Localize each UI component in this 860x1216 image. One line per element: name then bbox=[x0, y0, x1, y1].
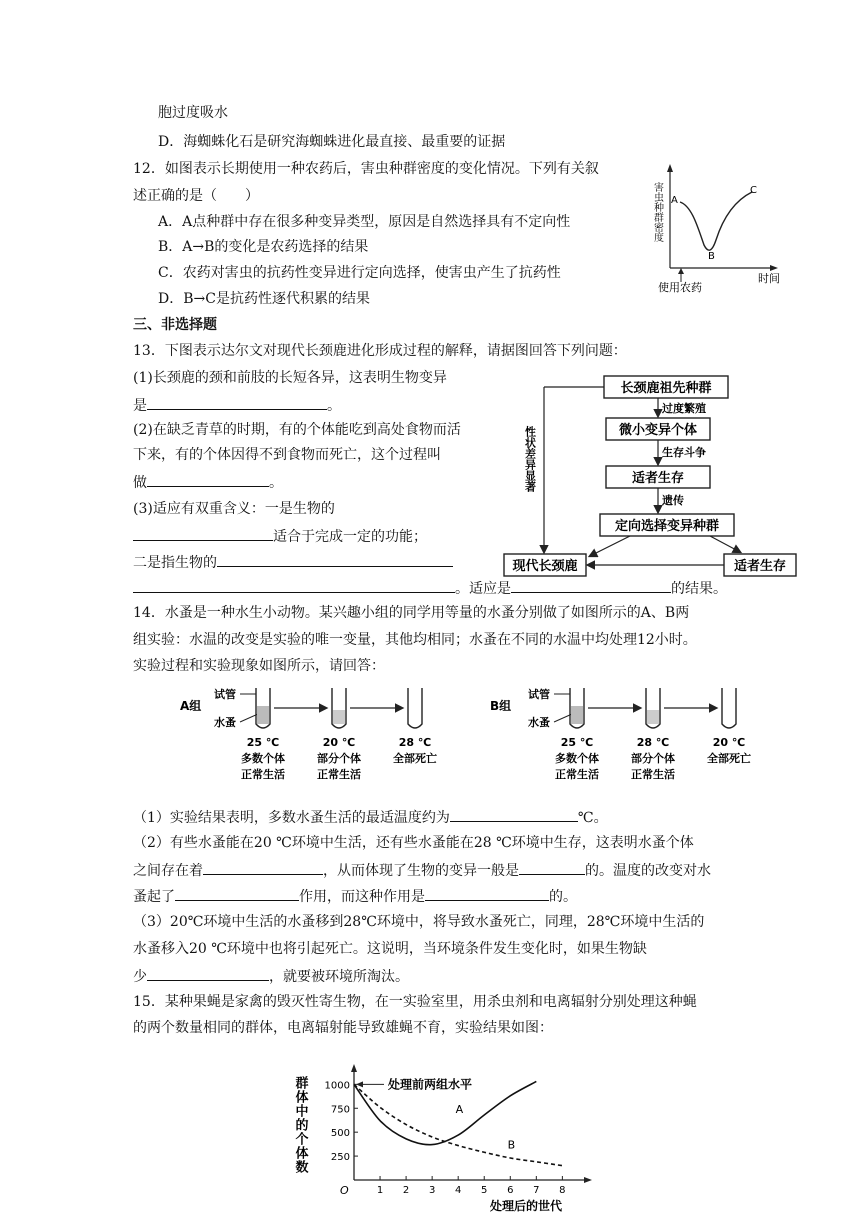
q13-2-line3: 做 。 bbox=[133, 472, 283, 492]
q12-stem-1: 12．如图表示长期使用一种农药后，害虫种群密度的变化情况。下列有关叙 bbox=[133, 161, 599, 177]
fig12-arrow-label: 使用农药 bbox=[658, 281, 702, 294]
label-heredity: 遗传 bbox=[662, 494, 684, 507]
a-step1-temp: 25 ℃ bbox=[246, 736, 280, 749]
q15-stem-1: 15．某种果蝇是家禽的毁灭性寄生物，在一实验室里，用杀虫剂和电离辐射分别处理这种蝇 bbox=[133, 994, 697, 1010]
q14-stem-2: 组实验：水温的改变是实验的唯一变量，其他均相同；水蚤在不同的水温中均处理12小时。 bbox=[133, 632, 697, 648]
x-axis-arrow bbox=[584, 1177, 592, 1183]
y-tick-label: 250 bbox=[330, 1152, 350, 1164]
b-step2-line1: 部分个体 bbox=[631, 752, 675, 765]
fig12-point-c: C bbox=[750, 185, 757, 196]
a-step2-line1: 部分个体 bbox=[317, 752, 361, 765]
b-step1-line2: 正常生活 bbox=[555, 768, 599, 781]
box-modern-giraffe: 现代长颈鹿 bbox=[512, 559, 578, 574]
q13-3-line3: 二是指生物的 bbox=[133, 552, 453, 572]
y-tick-label: 750 bbox=[330, 1104, 350, 1116]
y-tick-label: 1000 bbox=[324, 1080, 350, 1092]
x-tick-label: 7 bbox=[533, 1185, 540, 1196]
fly-population-chart bbox=[290, 1062, 600, 1212]
b-step1-temp: 25 ℃ bbox=[560, 736, 594, 749]
box-selected-population: 定向选择变异种群 bbox=[614, 519, 720, 534]
q14-2-line3: 蚤起了 作用，而这种作用是 的。 bbox=[133, 886, 577, 906]
x-tick-label: 3 bbox=[428, 1185, 436, 1196]
q14-3-line3: 少 ，就要被环境所淘汰。 bbox=[133, 966, 409, 986]
b-step3-temp: 20 ℃ bbox=[712, 736, 746, 749]
q13-2-line2: 下来，有的个体因得不到食物而死亡，这个过程叫 bbox=[133, 447, 441, 463]
q12-stem-2: 述正确的是（ ） bbox=[133, 188, 259, 204]
q14-2-line2: 之间存在着 ，从而体现了生物的变异一般是 的。温度的改变对水 bbox=[133, 860, 711, 880]
x-tick-label: 6 bbox=[507, 1185, 514, 1196]
q14-stem-3: 实验过程和实验现象如图所示，请回答： bbox=[133, 658, 385, 674]
x-tick-label: 5 bbox=[481, 1185, 488, 1196]
series-label-b: B bbox=[507, 1138, 516, 1152]
q12-option-b: B．A→B的变化是农药选择的结果 bbox=[158, 239, 369, 255]
x-tick-label: 2 bbox=[402, 1185, 410, 1196]
q12-option-d: D．B→C是抗药性逐代积累的结果 bbox=[158, 291, 370, 307]
origin-label: O bbox=[340, 1184, 349, 1197]
q15-stem-2: 的两个数量相同的群体，电离辐射能导致雄蝇不育，实验结果如图： bbox=[133, 1020, 553, 1036]
line: 胞过度吸水 bbox=[158, 105, 228, 121]
option-d-prev: D．海蜘蛛化石是研究海蜘蛛进化最直接、最重要的证据 bbox=[158, 134, 506, 150]
x-tick-label: 8 bbox=[559, 1185, 566, 1196]
q14-1: （1）实验结果表明，多数水蚤生活的最适温度约为 ℃。 bbox=[133, 807, 608, 827]
q14-3-line2: 水蚤移入20 ℃环境中也将引起死亡。这说明，当环境条件发生变化时，如果生物缺 bbox=[133, 941, 647, 957]
q14-2-line1: （2）有些水蚤能在20 ℃环境中生活，还有些水蚤能在28 ℃环境中生存，这表明水蚤个体 bbox=[133, 835, 694, 851]
q13-1-line1: (1)长颈鹿的颈和前肢的长短各异，这表明生物变异 bbox=[133, 370, 447, 386]
x-tick-label: 1 bbox=[376, 1185, 384, 1196]
series-label-a: A bbox=[455, 1103, 464, 1117]
b-step1-line1: 多数个体 bbox=[555, 752, 599, 765]
group-b-tube-label: 试管 bbox=[528, 688, 550, 701]
q13-3-line2: 适合于完成一定的功能； bbox=[133, 526, 427, 546]
box-ancestor: 长颈鹿祖先种群 bbox=[620, 381, 712, 396]
q13-3-line4: 。适应是 的结果。 bbox=[133, 578, 727, 598]
group-a-tube-label: 试管 bbox=[214, 688, 236, 701]
y-axis-label: 群体中的个体数 bbox=[292, 1076, 308, 1174]
q13-2-line1: (2)在缺乏青草的时期，有的个体能吃到高处食物而活 bbox=[133, 422, 461, 438]
x-axis-label: 处理后的世代 bbox=[490, 1199, 563, 1212]
pest-density-figure bbox=[640, 160, 790, 295]
x-tick-label: 4 bbox=[454, 1185, 462, 1196]
water-flea-figure bbox=[178, 684, 778, 796]
a-step3-line1: 全部死亡 bbox=[393, 752, 437, 765]
annotation-label: 处理前两组水平 bbox=[388, 1077, 473, 1092]
b-step2-line2: 正常生活 bbox=[631, 768, 675, 781]
group-b-flea-label: 水蚤 bbox=[528, 716, 550, 729]
q14-stem-1: 14．水蚤是一种水生小动物。某兴趣小组的同学用等量的水蚤分别做了如图所示的A、B两 bbox=[133, 605, 690, 621]
box-survival-2: 适者生存 bbox=[733, 559, 787, 574]
box-variants: 微小变异个体 bbox=[618, 423, 698, 438]
b-step2-temp: 28 ℃ bbox=[636, 736, 670, 749]
q14-3-line1: （3）20℃环境中生活的水蚤移到28℃环境中，将导致水蚤死亡，同理，28℃环境中生活的 bbox=[133, 914, 705, 930]
group-b-label: B组 bbox=[490, 699, 512, 713]
section-heading: 三、非选择题 bbox=[133, 317, 217, 333]
label-overbreeding: 过度繁殖 bbox=[662, 402, 706, 415]
giraffe-evolution-figure bbox=[500, 368, 800, 583]
fig12-ylabel: 害虫种群密度 bbox=[651, 182, 663, 242]
fig12-point-a: A bbox=[671, 195, 678, 206]
annotation-arrowhead bbox=[356, 1081, 363, 1087]
label-trait-difference: 性状差异显著 bbox=[523, 426, 537, 492]
a-step2-line2: 正常生活 bbox=[317, 768, 361, 781]
y-tick-label: 500 bbox=[330, 1128, 350, 1140]
y-axis-arrow bbox=[351, 1064, 357, 1072]
group-a-flea-label: 水蚤 bbox=[214, 716, 236, 729]
box-survival: 适者生存 bbox=[631, 471, 685, 486]
a-step1-line2: 正常生活 bbox=[241, 768, 285, 781]
q13-stem: 13．下图表示达尔文对现代长颈鹿进化形成过程的解释，请据图回答下列问题： bbox=[133, 343, 627, 359]
a-step1-line1: 多数个体 bbox=[241, 752, 285, 765]
b-step3-line1: 全部死亡 bbox=[707, 752, 751, 765]
q12-option-a: A．A点种群中存在很多种变异类型，原因是自然选择具有不定向性 bbox=[158, 214, 571, 230]
group-a-label: A组 bbox=[180, 699, 202, 713]
a-step3-temp: 28 ℃ bbox=[398, 736, 432, 749]
label-struggle: 生存斗争 bbox=[662, 446, 706, 459]
q13-3-line1: (3)适应有双重含义：一是生物的 bbox=[133, 501, 335, 517]
q13-1-line2: 是 。 bbox=[133, 395, 341, 415]
a-step2-temp: 20 ℃ bbox=[322, 736, 356, 749]
q12-option-c: C．农药对害虫的抗药性变异进行定向选择，使害虫产生了抗药性 bbox=[158, 265, 561, 281]
fig12-point-b: B bbox=[708, 251, 715, 262]
fig12-xlabel: 时间 bbox=[758, 272, 780, 285]
